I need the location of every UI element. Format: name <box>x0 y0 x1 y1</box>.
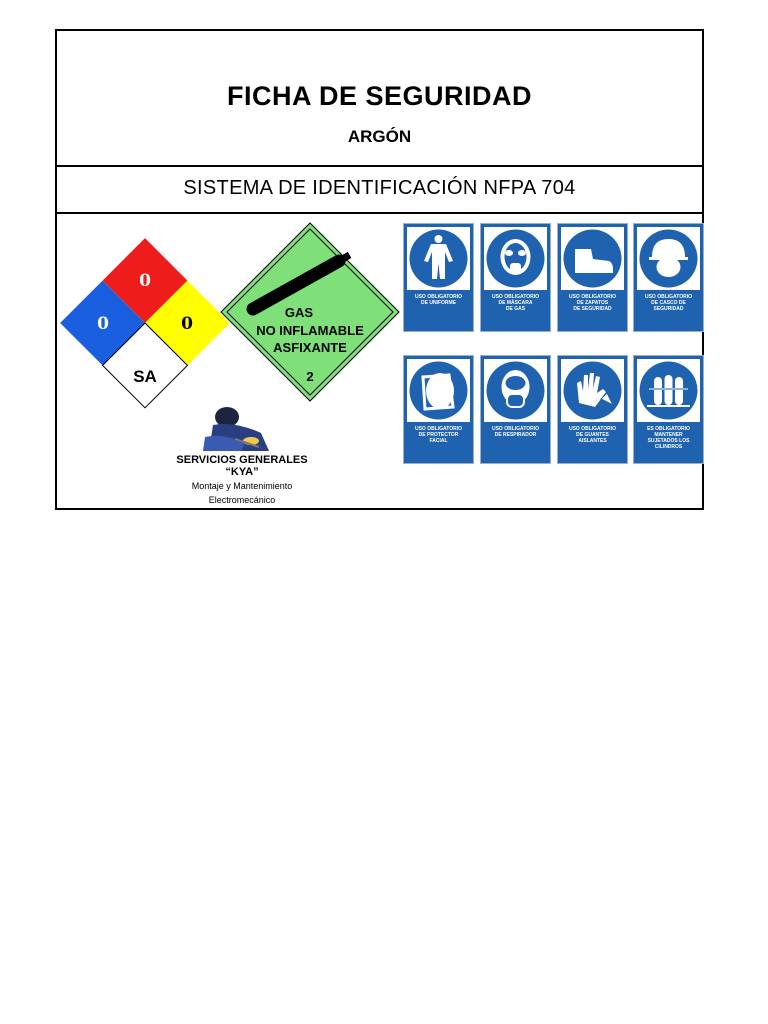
gas-mask-icon <box>484 227 547 290</box>
system-section <box>57 167 702 214</box>
reactivity-rating: 0 <box>181 314 193 334</box>
health-rating: 0 <box>97 314 109 334</box>
ppe-caption-3: FACIAL <box>429 438 448 444</box>
ppe-sign-face-shield <box>403 355 474 464</box>
ppe-sign-uniform <box>403 223 474 332</box>
ppe-sign-insulating-gloves <box>557 355 628 464</box>
ppe-signs-grid <box>403 223 703 469</box>
ppe-caption-1: USO OBLIGATORIO <box>491 294 540 300</box>
ppe-caption-1: ES OBLIGATORIO <box>647 426 690 432</box>
welder-icon <box>195 403 275 453</box>
sign-line-asphyxiant: ASFIXANTE <box>273 340 347 355</box>
ppe-caption-1: USO OBLIGATORIO <box>414 426 463 432</box>
ppe-sign-secured-cylinders <box>633 355 704 464</box>
ppe-caption-1: USO OBLIGATORIO <box>568 294 617 300</box>
insulating-gloves-icon <box>561 359 624 422</box>
ppe-sign-gas-mask <box>480 223 551 332</box>
ppe-caption-2: DE RESPIRADOR <box>494 432 537 438</box>
ppe-caption-1: USO OBLIGATORIO <box>644 294 693 300</box>
ppe-sign-safety-shoes <box>557 223 628 332</box>
safety-sheet <box>55 29 704 510</box>
ppe-sign-helmet <box>633 223 704 332</box>
ppe-caption-3: DE SEGURIDAD <box>573 306 612 312</box>
ppe-sign-respirator <box>480 355 551 464</box>
non-flammable-gas-sign <box>219 221 401 403</box>
system-label: SISTEMA DE IDENTIFICACIÓN NFPA 704 <box>183 177 576 199</box>
respirator-icon <box>484 359 547 422</box>
sign-line-gas: GAS <box>284 305 314 320</box>
hazard-class-number: 2 <box>306 369 314 384</box>
substance-name: ARGÓN <box>347 127 412 146</box>
sign-line-non-flammable: NO INFLAMABLE <box>256 323 364 338</box>
ppe-caption-3: SEGURIDAD <box>653 306 684 312</box>
ppe-caption-1: USO OBLIGATORIO <box>414 294 463 300</box>
title-section <box>57 31 702 167</box>
ppe-caption-2: DE UNIFORME <box>421 300 456 306</box>
ppe-caption-2: DE CASCO DE <box>651 300 686 306</box>
company-tagline1: Montaje y Mantenimiento <box>191 481 293 491</box>
safety-boot-icon <box>561 227 624 290</box>
ppe-caption-3: SUJETADOS LOS CILINDROS <box>647 438 690 450</box>
nfpa-704-diamond <box>59 235 235 415</box>
company-name-line2: “KYA” <box>225 466 259 478</box>
ppe-caption-2: DE PROTECTOR <box>418 432 459 438</box>
ppe-caption-2: DE MÁSCARA <box>498 300 533 306</box>
ppe-caption-2: DE GUANTES <box>576 432 609 438</box>
face-shield-icon <box>407 359 470 422</box>
helmet-icon <box>637 227 700 290</box>
flammability-rating: 0 <box>139 271 151 291</box>
special-hazard: SA <box>133 367 157 386</box>
ppe-caption-2: DE ZAPATOS <box>576 300 609 306</box>
ppe-caption-1: USO OBLIGATORIO <box>491 426 540 432</box>
company-name-line1: SERVICIOS GENERALES <box>176 454 308 466</box>
secured-cylinders-icon <box>637 359 700 422</box>
sheet-title: FICHA DE SEGURIDAD <box>226 81 532 111</box>
ppe-caption-3: AISLANTES <box>578 438 607 444</box>
company-tagline2: Electromecánico <box>208 495 276 505</box>
company-logo <box>167 403 317 513</box>
ppe-caption-2: MANTENER <box>654 432 683 438</box>
ppe-caption-1: USO OBLIGATORIO <box>568 426 617 432</box>
ppe-caption-3: DE GAS <box>505 306 526 312</box>
coverall-icon <box>407 227 470 290</box>
